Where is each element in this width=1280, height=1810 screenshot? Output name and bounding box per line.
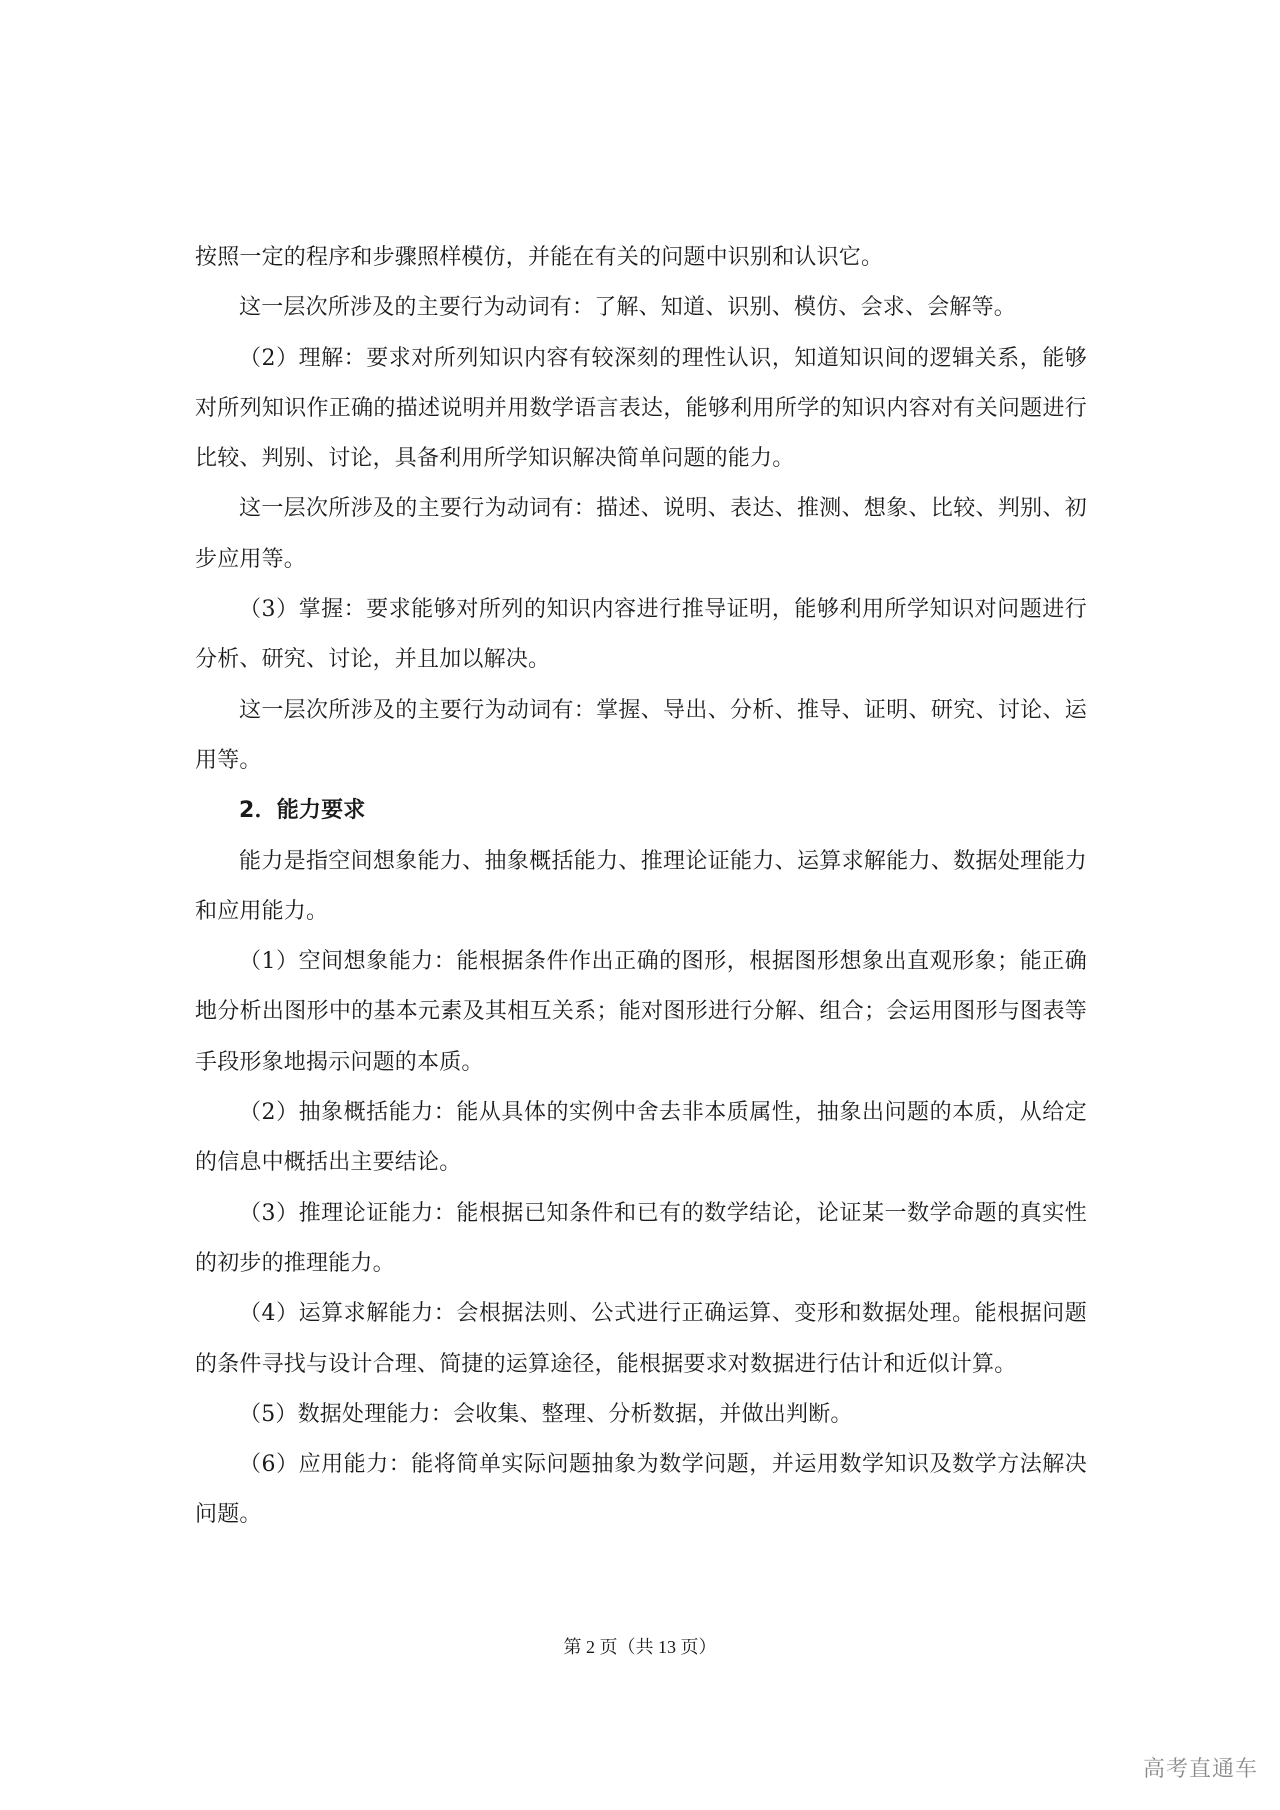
watermark-text: 高考直通车 — [1143, 1757, 1259, 1782]
text-line: （5）数据处理能力：会收集、整理、分析数据，并做出判断。 — [239, 1401, 853, 1427]
text-line: 的条件寻找与设计合理、简捷的运算途径，能根据要求对数据进行估计和近似计算。 — [195, 1351, 1017, 1377]
text-line: 这一层次所涉及的主要行为动词有：描述、说明、表达、推测、想象、比较、判别、初 — [239, 496, 1087, 522]
text-line: 这一层次所涉及的主要行为动词有：掌握、导出、分析、推导、证明、研究、讨论、运 — [239, 697, 1087, 723]
text-line: （2）理解：要求对所列知识内容有较深刻的理性认识，知道知识间的逻辑关系，能够 — [239, 345, 1087, 371]
text-line: 对所列知识作正确的描述说明并用数学语言表达，能够利用所学的知识内容对有关问题进行 — [195, 395, 1087, 421]
text-line: 比较、判别、讨论，具备利用所学知识解决简单问题的能力。 — [195, 446, 795, 472]
text-line: 地分析出图形中的基本元素及其相互关系；能对图形进行分解、组合；会运用图形与图表等 — [195, 999, 1087, 1025]
text-line: 这一层次所涉及的主要行为动词有：了解、知道、识别、模仿、会求、会解等。 — [239, 295, 1017, 321]
text-line: （1）空间想象能力：能根据条件作出正确的图形，根据图形想象出直观形象；能正确 — [239, 949, 1087, 975]
text-line: （3）推理论证能力：能根据已知条件和已有的数学结论，论证某一数学命题的真实性 — [239, 1200, 1087, 1226]
text-line: 手段形象地揭示问题的本质。 — [195, 1049, 484, 1075]
text-line: （6）应用能力：能将简单实际问题抽象为数学问题，并运用数学知识及数学方法解决 — [239, 1452, 1087, 1478]
text-line: 用等。 — [195, 747, 262, 773]
text-line: 问题。 — [195, 1502, 262, 1528]
text-line: （3）掌握：要求能够对所列的知识内容进行推导证明，能够利用所学知识对问题进行 — [239, 597, 1087, 623]
text-line: 按照一定的程序和步骤照样模仿，并能在有关的问题中识别和认识它。 — [195, 245, 884, 270]
text-line: （2）抽象概括能力：能从具体的实例中舍去非本质属性，抽象出问题的本质，从给定 — [239, 1100, 1087, 1126]
text-line: 的信息中概括出主要结论。 — [195, 1150, 462, 1176]
text-line: 的初步的推理能力。 — [195, 1250, 395, 1276]
text-line: 和应用能力。 — [195, 898, 329, 924]
page-number-label: 第 2 页（共 13 页） — [563, 1637, 717, 1657]
text-line: 能力是指空间想象能力、抽象概括能力、推理论证能力、运算求解能力、数据处理能力 — [239, 848, 1087, 874]
text-line: 步应用等。 — [195, 546, 307, 572]
section-heading: 2．能力要求 — [239, 798, 366, 824]
document-body — [195, 243, 1087, 1551]
page-footer — [0, 1633, 1280, 1659]
text-line: （4）运算求解能力：会根据法则、公式进行正确运算、变形和数据处理。能根据问题 — [239, 1301, 1087, 1327]
text-line: 分析、研究、讨论，并且加以解决。 — [195, 647, 551, 673]
